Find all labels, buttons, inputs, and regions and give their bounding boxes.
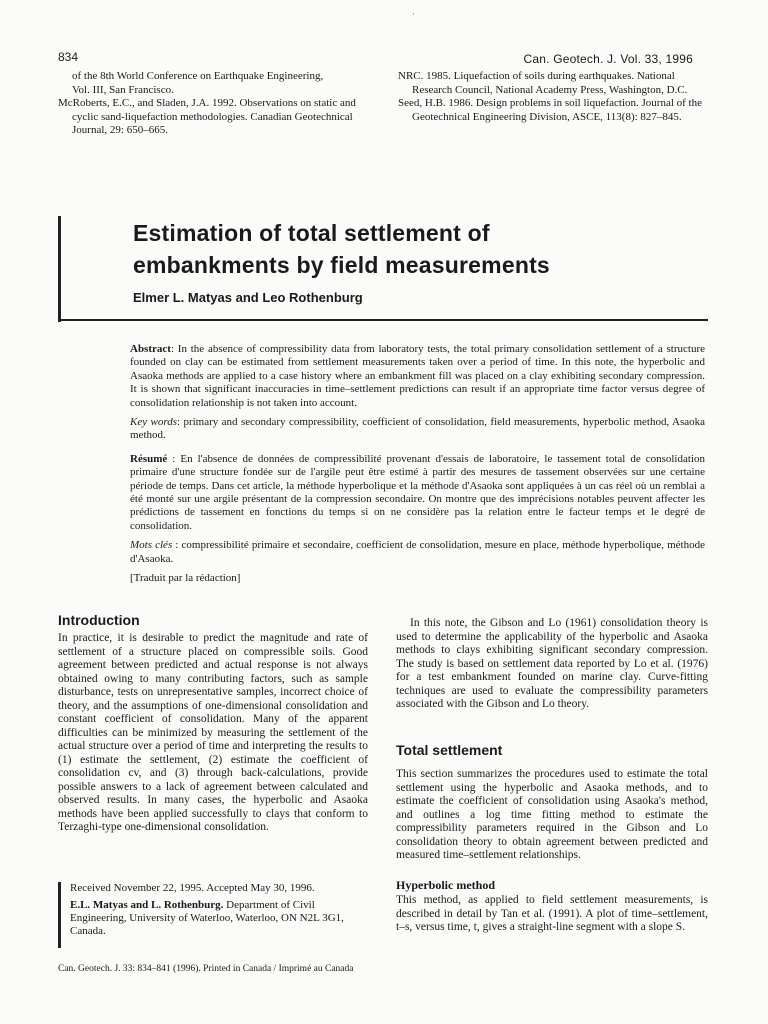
keywords-text: : primary and secondary compressibility, coefficient of consolidation, field measurements, hyperbolic method, Asaoka method. [130,416,706,442]
introduction-text-block [58,632,368,835]
article-authors: Elmer L. Matyas and Leo Rothenburg [133,290,363,305]
total-settlement-heading: Total settlement [396,742,503,758]
references-right-column [398,70,708,124]
title-rule-vertical [58,216,61,322]
journal-running-head: Can. Geotech. J. Vol. 33, 1996 [523,52,693,66]
reference-item: Vol. III, San Francisco. [72,83,174,96]
page-footer: Can. Geotech. J. 33: 834–841 (1996). Printed in Canada / Imprimé au Canada [58,964,354,974]
hyperbolic-paragraph: This method, as applied to field settlement measurements, is described in detail by Tan et al. (1991). A plot of time–settlement, t–s, versus time, t, gives a straight-line segment with a slope S. [396,894,708,933]
references-left-column [58,70,372,138]
resume-text: : En l'absence de données de compressibilité provenant d'essais de laboratoire, le tassement total de consolidation primaire d'une structure fondée sur de l'argile peut être estimé à partir des mesures de tassement observées sur une certaine période de temps. Dans cet article, la méthode hyperbolique et la méthode d'Asaoka sont appliquées à un cas réel où un remblai a été monté sur une argile présentant de la compression secondaire. On montre que des imprécisions notables peuvent affecter les prédictions de tassement en fonctions du temps si on ne considère pas la relation entre le facteur temps et le degré de consolidation. [130,452,705,532]
introduction-heading: Introduction [58,612,140,628]
hyperbolic-method-heading: Hyperbolic method [396,878,495,892]
translation-note: [Traduit par la rédaction] [130,572,241,585]
total-settlement-text-block [396,768,708,863]
reference-item: of the 8th World Conference on Earthquake Engineering, [72,70,324,82]
motscles-text: : compressibilité primaire et secondaire, coefficient de consolidation, mesure en place, méthode hyperbolique, méthode d'Asaoka. [130,539,705,565]
reference-item: Seed, H.B. 1986. Design problems in soil liquefaction. Journal of the Geotechnical Engineering Division, ASCE, 113(8): 827–845. [398,97,702,123]
reference-item: NRC. 1985. Liquefaction of soils during earthquakes. National Research Council, National Academy Press, Washington, D.C. [398,70,688,96]
title-line: Estimation of total settlement of [133,220,490,246]
received-dates: Received November 22, 1995. Accepted May 30, 1996. [70,882,315,894]
motscles-label: Mots clés [130,539,173,552]
reference-item: McRoberts, E.C., and Sladen, J.A. 1992. Observations on static and cyclic sand-liquefaction methodologies. Canadian Geotechnical Journal, 29: 650–665. [58,97,356,136]
intro-paragraph-2: In this note, the Gibson and Lo (1961) consolidation theory is used to determine the applicability of the hyperbolic and Asaoka methods to clays exhibiting significant secondary compression. The study is based on settlement data reported by Lo et al. (1976) for a test embankment founded on marine clay. Curve-fitting techniques are used to evaluate the compressibility parameters associated with the Gibson and Lo theory. [396,617,708,710]
scan-mark: · [412,9,415,19]
abstract-text: : In the absence of compressibility data from laboratory tests, the total primary consolidation settlement of a structure founded on clay can be estimated from settlement measurements taken over a period of time. In this note, the hyperbolic and Asaoka methods are applied to a case history where an embankment fill was placed on a clay exhibiting secondary compression. It is shown that significant inaccuracies in time–settlement predictions can result if an appropriate time factor versus degree of consolidation relationship is not taken into account. [130,343,705,409]
abstract-label: Abstract [130,343,171,355]
introduction-paragraph: In practice, it is desirable to predict the magnitude and rate of settlement of a structure placed on compressible soils. Good agreement between predicted and actual response is not always obtained owing to many contributing factors, such as sample disturbance, tests on unrepresentative samples, incorrect choice of theory, and the assumptions of one-dimensional consolidation and constant coefficient of consolidation. Many of the apparent difficulties can be minimized by measuring the settlement of the actual structure over a period of time and interpreting the results to (1) estimate the settlement, (2) estimate the coefficient of consolidation cv, and (3) through back-calculations, provide possible answers to a lack of agreement between calculated and observed results. In many cases, the hyperbolic and Asaoka methods have been applied successfully to clays that conform to Terzaghi-type one-dimensional consolidation. [58,632,368,833]
received-affiliation: Department of Civil Engineering, University of Waterloo, Waterloo, ON N2L 3G1, Canada. [70,899,344,937]
title-line: embankments by field measurements [133,252,550,278]
title-rule-horizontal [58,319,708,321]
article-title [133,217,550,281]
received-authors: E.L. Matyas and L. Rothenburg. [70,899,224,911]
total-settlement-paragraph: This section summarizes the procedures used to estimate the total settlement using the hyperbolic and Asaoka methods, and to estimate the coefficient of consolidation using Asaoka's method, and outlines a log time fitting method to estimate the compressibility parameters required in the Gibson and Lo consolidation theory to obtain agreement between predicted and measured time–settlement relationships. [396,768,708,861]
abstract-block [130,343,705,592]
hyperbolic-text-block [396,894,708,935]
received-note [58,882,373,948]
keywords-label: Key words [130,416,177,429]
page-number: 834 [58,50,79,64]
resume-label: Résumé [130,452,168,465]
right-column-intro [396,617,708,712]
